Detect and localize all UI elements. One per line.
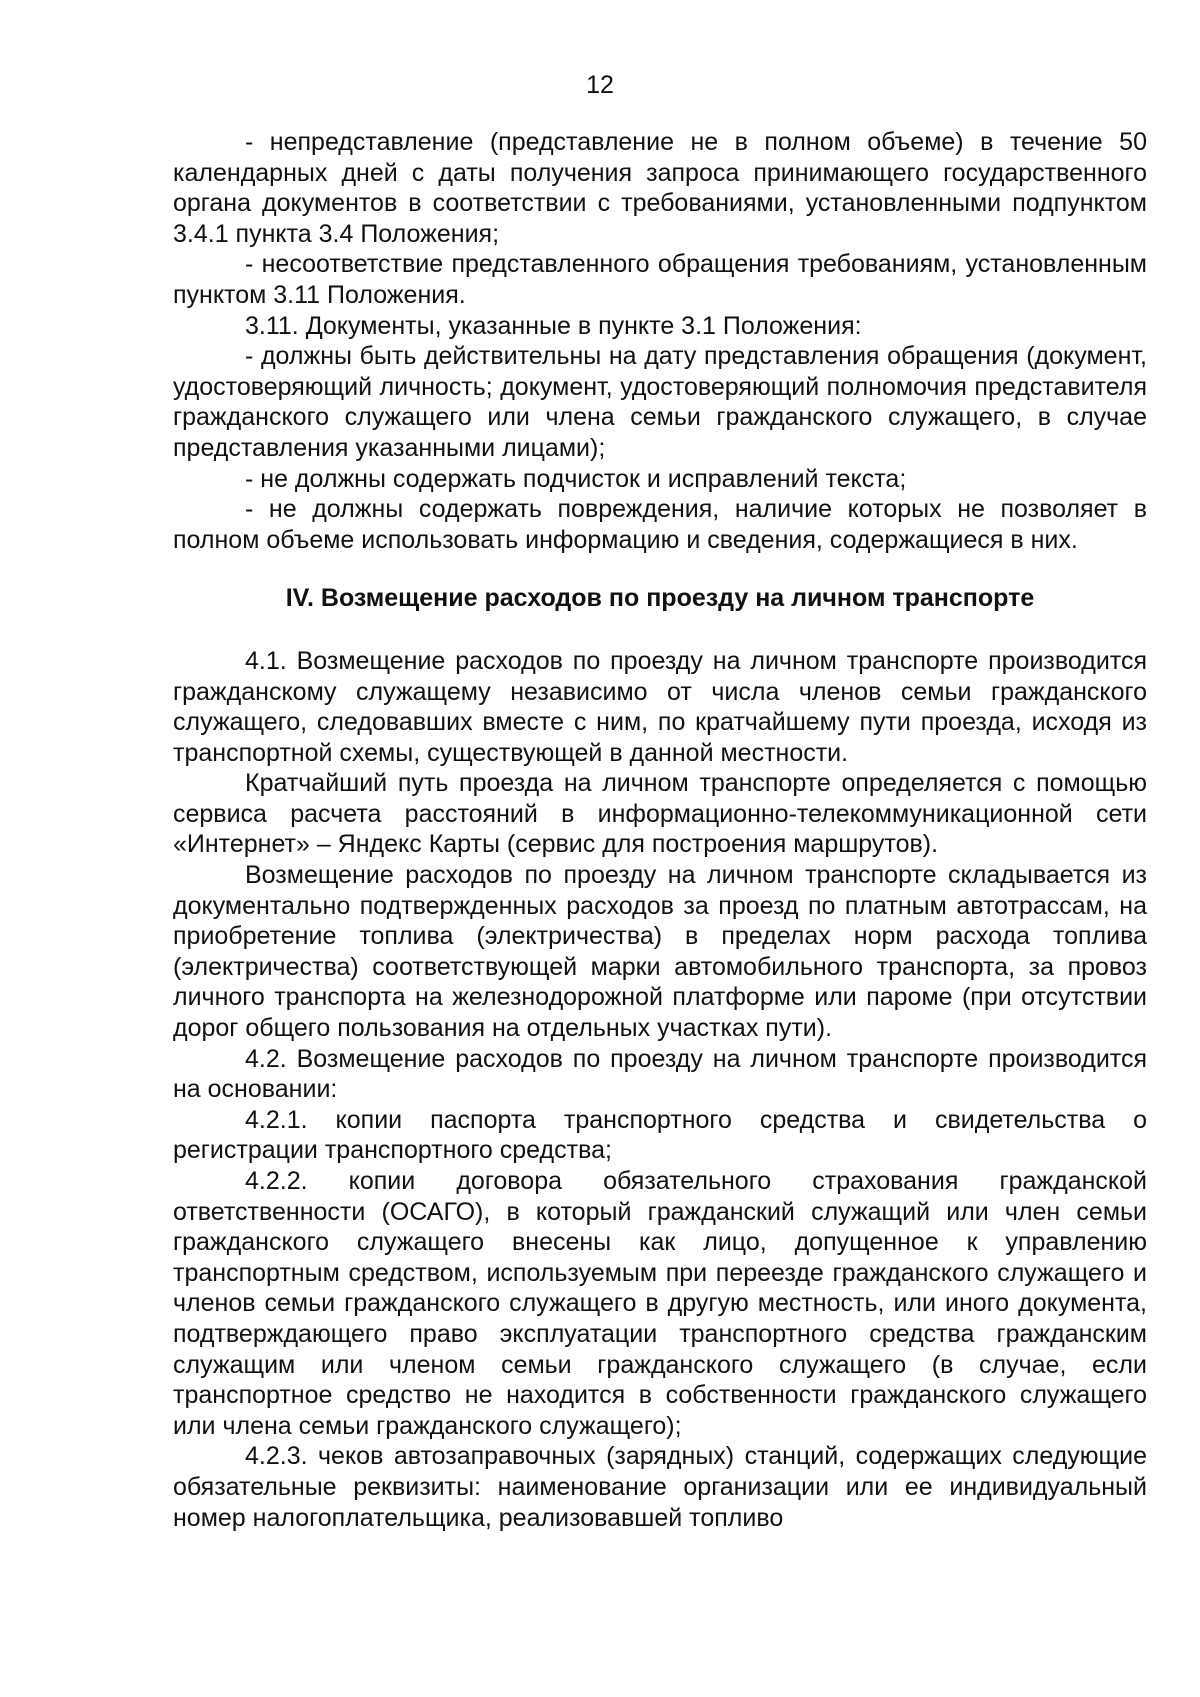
- document-body: [173, 127, 1147, 1533]
- paragraph-4-2: 4.2. Возмещение расходов по проезду на личном транспорте производится на основании:: [173, 1044, 1147, 1104]
- section-heading: IV. Возмещение расходов по проезду на личном транспорте: [285, 584, 1035, 613]
- paragraph-4-2-1: 4.2.1. копии паспорта транспортного средства и свидетельства о регистрации транспортного средства;: [173, 1105, 1147, 1165]
- paragraph-4-1: 4.1. Возмещение расходов по проезду на личном транспорте производится гражданскому служащему независимо от числа членов семьи гражданского служащего, следовавших вместе с ним, по кратчайшему пути проезда, исходя из транспортной схемы, существующей в данной местности.: [173, 646, 1147, 767]
- paragraph-no-damage: - не должны содержать повреждения, наличие которых не позволяет в полном объеме использовать информацию и сведения, содержащиеся в них.: [173, 495, 1147, 554]
- paragraph-4-2-2: 4.2.2. копии договора обязательного страхования гражданской ответственности (ОСАГО), в который гражданский служащий или член семьи гражданского служащего внесены как лицо, допущенное к управлению транспортным средством, используемым при переезде гражданского служащего и членов семьи гражданского служащего в другую местность, или иного документа, подтверждающего право эксплуатации транспортного средства гражданским служащим или членом семьи гражданского служащего (в случае, если транспортное средство не находится в собственности гражданского служащего или члена семьи гражданского служащего);: [173, 1167, 1147, 1440]
- paragraph-nonsubmission: - непредставление (представление не в полном объеме) в течение 50 календарных дней с даты получения запроса принимающего государственного органа документов в соответствии с требованиями, установленными подпунктом 3.4.1 пункта 3.4 Положения;: [173, 128, 1147, 248]
- paragraph-4-2-3: 4.2.3. чеков автозаправочных (зарядных) станций, содержащих следующие обязательные реквизиты: наименование организации или ее индивидуальный номер налогоплательщика, реализовавшей топливо: [173, 1442, 1147, 1532]
- paragraph-3-11: 3.11. Документы, указанные в пункте 3.1 Положения:: [245, 311, 862, 340]
- paragraph-must-be-valid: - должны быть действительны на дату представления обращения (документ, удостоверяющий личность; документ, удостоверяющий полномочия представителя гражданского служащего или члена семьи гражданского служащего, в случае представления указанными лицами);: [173, 342, 1147, 462]
- paragraph-no-erasures: - не должны содержать подчисток и исправлений текста;: [245, 464, 907, 493]
- paragraph-noncompliance: - несоответствие представленного обращения требованиям, установленным пунктом 3.11 Положения.: [173, 250, 1147, 309]
- paragraph-shortest-route: Кратчайший путь проезда на личном транспорте определяется с помощью сервиса расчета расстояний в информационно-телекоммуникационной сети «Интернет» – Яндекс Карты (сервис для построения маршрутов).: [173, 769, 1147, 859]
- page-number: 12: [586, 71, 614, 99]
- paragraph-reimbursement-composition: Возмещение расходов по проезду на личном транспорте складывается из документально подтвержденных расходов за проезд по платным автотрассам, на приобретение топлива (электричества) в пределах норм расхода топлива (электричества) соответствующей марки автомобильного транспорта, за провоз личного транспорта на железнодорожной платформе или пароме (при отсутствии дорог общего пользования на отдельных участках пути).: [173, 861, 1147, 1043]
